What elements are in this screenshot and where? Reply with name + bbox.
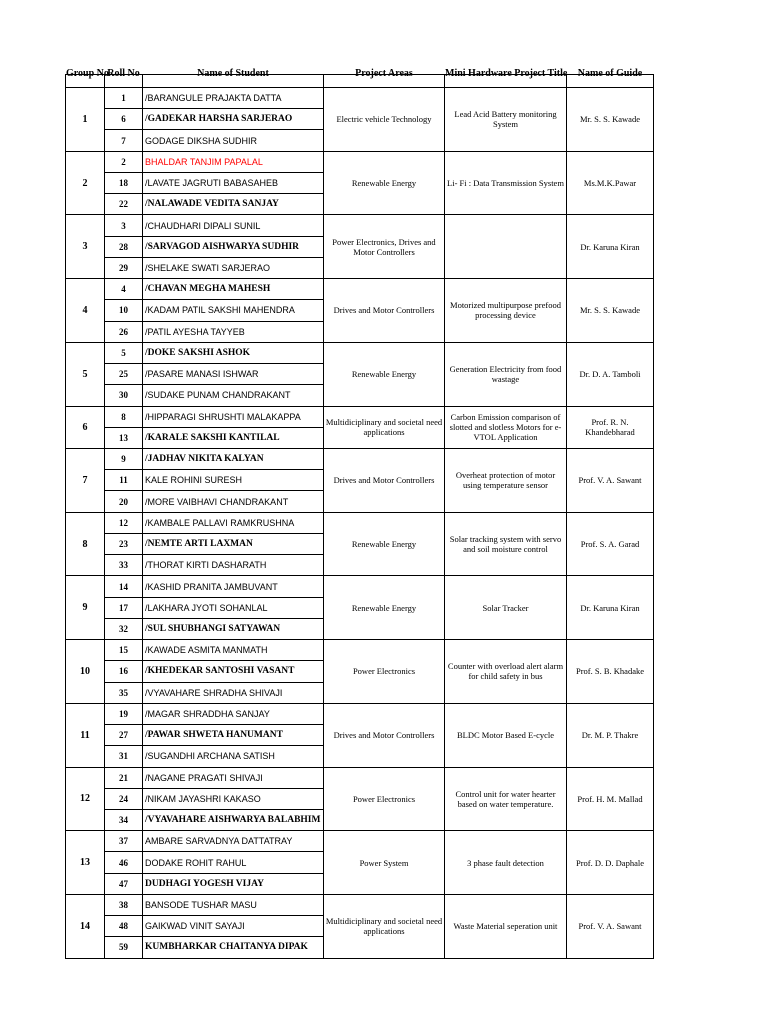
roll-number: 24 bbox=[105, 788, 143, 809]
student-name: /SUL SHUBHANGI SATYAWAN bbox=[143, 618, 324, 639]
roll-number: 47 bbox=[105, 873, 143, 894]
roll-number: 18 bbox=[105, 172, 143, 193]
student-name: KUMBHARKAR CHAITANYA DIPAK bbox=[143, 937, 324, 958]
student-name: /NALAWADE VEDITA SANJAY bbox=[143, 194, 324, 215]
table-row bbox=[66, 151, 654, 172]
roll-number: 48 bbox=[105, 916, 143, 937]
roll-number: 3 bbox=[105, 215, 143, 236]
project-title: Counter with overload alert alarm for child safety in bus bbox=[445, 640, 567, 704]
roll-number: 15 bbox=[105, 640, 143, 661]
project-title: Solar tracking system with servo and soil moisture control bbox=[445, 512, 567, 576]
roll-number: 11 bbox=[105, 470, 143, 491]
roll-number: 19 bbox=[105, 703, 143, 724]
student-name: /THORAT KIRTI DASHARATH bbox=[143, 555, 324, 576]
roll-number: 22 bbox=[105, 194, 143, 215]
roll-number: 14 bbox=[105, 576, 143, 597]
student-name: BANSODE TUSHAR MASU bbox=[143, 894, 324, 915]
table-row bbox=[66, 767, 654, 788]
table-row bbox=[66, 448, 654, 469]
student-name: /CHAUDHARI DIPALI SUNIL bbox=[143, 215, 324, 236]
group-number: 4 bbox=[66, 279, 105, 343]
student-name: GODAGE DIKSHA SUDHIR bbox=[143, 130, 324, 151]
project-title: Control unit for water hearter based on water temperature. bbox=[445, 767, 567, 831]
roll-number: 38 bbox=[105, 894, 143, 915]
project-area: Drives and Motor Controllers bbox=[324, 448, 445, 512]
roll-number: 10 bbox=[105, 300, 143, 321]
roll-number: 9 bbox=[105, 448, 143, 469]
guide-name: Dr. Karuna Kiran bbox=[567, 215, 654, 279]
roll-number: 28 bbox=[105, 236, 143, 257]
roll-number: 17 bbox=[105, 597, 143, 618]
group-number: 8 bbox=[66, 512, 105, 576]
table-row bbox=[66, 279, 654, 300]
header-group-no: Group No bbox=[66, 75, 105, 88]
project-area: Power System bbox=[324, 831, 445, 895]
roll-number: 13 bbox=[105, 427, 143, 448]
guide-name: Prof. D. D. Daphale bbox=[567, 831, 654, 895]
project-title: Waste Material seperation unit bbox=[445, 894, 567, 958]
guide-name: Prof. S. B. Khadake bbox=[567, 640, 654, 704]
guide-name: Dr. Karuna Kiran bbox=[567, 576, 654, 640]
project-area: Power Electronics bbox=[324, 640, 445, 704]
roll-number: 16 bbox=[105, 661, 143, 682]
student-name: /CHAVAN MEGHA MAHESH bbox=[143, 279, 324, 300]
project-area: Renewable Energy bbox=[324, 512, 445, 576]
header-student-name: Name of Student bbox=[143, 75, 324, 88]
project-title: 3 phase fault detection bbox=[445, 831, 567, 895]
guide-name: Prof. H. M. Mallad bbox=[567, 767, 654, 831]
guide-name: Prof. V. A. Sawant bbox=[567, 448, 654, 512]
student-name: /DOKE SAKSHI ASHOK bbox=[143, 342, 324, 363]
student-name: /HIPPARAGI SHRUSHTI MALAKAPPA bbox=[143, 406, 324, 427]
header-guide: Name of Guide bbox=[567, 75, 654, 88]
group-number: 6 bbox=[66, 406, 105, 448]
table-row bbox=[66, 576, 654, 597]
student-name: /PATIL AYESHA TAYYEB bbox=[143, 321, 324, 342]
student-name: BHALDAR TANJIM PAPALAL bbox=[143, 151, 324, 172]
project-area: Power Electronics, Drives and Motor Controllers bbox=[324, 215, 445, 279]
student-name: /GADEKAR HARSHA SARJERAO bbox=[143, 109, 324, 130]
table-row bbox=[66, 88, 654, 109]
student-name: /KAWADE ASMITA MANMATH bbox=[143, 640, 324, 661]
student-name: /JADHAV NIKITA KALYAN bbox=[143, 448, 324, 469]
student-name: /PAWAR SHWETA HANUMANT bbox=[143, 725, 324, 746]
roll-number: 4 bbox=[105, 279, 143, 300]
student-name: /SHELAKE SWATI SARJERAO bbox=[143, 257, 324, 278]
table-row bbox=[66, 894, 654, 915]
header-project-areas: Project Areas bbox=[324, 75, 445, 88]
roll-number: 35 bbox=[105, 682, 143, 703]
roll-number: 5 bbox=[105, 342, 143, 363]
group-number: 3 bbox=[66, 215, 105, 279]
roll-number: 25 bbox=[105, 364, 143, 385]
header-roll-no: Roll No bbox=[105, 75, 143, 88]
group-number: 9 bbox=[66, 576, 105, 640]
roll-number: 34 bbox=[105, 809, 143, 830]
table-row bbox=[66, 406, 654, 427]
table-row bbox=[66, 831, 654, 852]
student-name: /VYAVAHARE AISHWARYA BALABHIM bbox=[143, 809, 324, 830]
guide-name: Prof. S. A. Garad bbox=[567, 512, 654, 576]
student-name: GAIKWAD VINIT SAYAJI bbox=[143, 916, 324, 937]
roll-number: 21 bbox=[105, 767, 143, 788]
student-name: /KADAM PATIL SAKSHI MAHENDRA bbox=[143, 300, 324, 321]
student-name: /MORE VAIBHAVI CHANDRAKANT bbox=[143, 491, 324, 512]
project-title: BLDC Motor Based E-cycle bbox=[445, 703, 567, 767]
header-row bbox=[66, 75, 654, 88]
project-title: Li- Fi : Data Transmission System bbox=[445, 151, 567, 215]
project-title: Overheat protection of motor using temperature sensor bbox=[445, 448, 567, 512]
student-name: /SUGANDHI ARCHANA SATISH bbox=[143, 746, 324, 767]
project-allocation-table bbox=[65, 68, 654, 959]
table-row bbox=[66, 512, 654, 533]
student-name: DODAKE ROHIT RAHUL bbox=[143, 852, 324, 873]
student-name: /SUDAKE PUNAM CHANDRAKANT bbox=[143, 385, 324, 406]
guide-name: Mr. S. S. Kawade bbox=[567, 88, 654, 152]
group-number: 14 bbox=[66, 894, 105, 958]
project-area: Electric vehicle Technology bbox=[324, 88, 445, 152]
roll-number: 1 bbox=[105, 88, 143, 109]
project-title: Lead Acid Battery monitoring System bbox=[445, 88, 567, 152]
group-number: 13 bbox=[66, 831, 105, 895]
student-name: /KARALE SAKSHI KANTILAL bbox=[143, 427, 324, 448]
header-project-title: Mini Hardware Project Title bbox=[445, 75, 567, 88]
roll-number: 37 bbox=[105, 831, 143, 852]
guide-name: Dr. D. A. Tamboli bbox=[567, 342, 654, 406]
group-number: 10 bbox=[66, 640, 105, 704]
table-row bbox=[66, 703, 654, 724]
student-name: /KASHID PRANITA JAMBUVANT bbox=[143, 576, 324, 597]
roll-number: 27 bbox=[105, 725, 143, 746]
roll-number: 12 bbox=[105, 512, 143, 533]
project-title: Generation Electricity from food wastage bbox=[445, 342, 567, 406]
roll-number: 33 bbox=[105, 555, 143, 576]
guide-name: Ms.M.K.Pawar bbox=[567, 151, 654, 215]
student-name: KALE ROHINI SURESH bbox=[143, 470, 324, 491]
student-name: /LAVATE JAGRUTI BABASAHEB bbox=[143, 172, 324, 193]
roll-number: 8 bbox=[105, 406, 143, 427]
group-number: 1 bbox=[66, 88, 105, 152]
project-title bbox=[445, 215, 567, 279]
student-name: /NIKAM JAYASHRI KAKASO bbox=[143, 788, 324, 809]
student-name: /PASARE MANASI ISHWAR bbox=[143, 364, 324, 385]
project-area: Renewable Energy bbox=[324, 342, 445, 406]
student-name: /NAGANE PRAGATI SHIVAJI bbox=[143, 767, 324, 788]
guide-name: Prof. V. A. Sawant bbox=[567, 894, 654, 958]
table-row bbox=[66, 342, 654, 363]
project-area: Multidiciplinary and societal need applications bbox=[324, 406, 445, 448]
student-name: /BARANGULE PRAJAKTA DATTA bbox=[143, 88, 324, 109]
roll-number: 6 bbox=[105, 109, 143, 130]
roll-number: 46 bbox=[105, 852, 143, 873]
student-name: /LAKHARA JYOTI SOHANLAL bbox=[143, 597, 324, 618]
project-area: Renewable Energy bbox=[324, 576, 445, 640]
student-name: /SARVAGOD AISHWARYA SUDHIR bbox=[143, 236, 324, 257]
guide-name: Mr. S. S. Kawade bbox=[567, 279, 654, 343]
project-area: Power Electronics bbox=[324, 767, 445, 831]
project-area: Renewable Energy bbox=[324, 151, 445, 215]
table-row bbox=[66, 640, 654, 661]
roll-number: 32 bbox=[105, 618, 143, 639]
student-name: /MAGAR SHRADDHA SANJAY bbox=[143, 703, 324, 724]
project-title: Motorized multipurpose prefood processing device bbox=[445, 279, 567, 343]
roll-number: 31 bbox=[105, 746, 143, 767]
roll-number: 7 bbox=[105, 130, 143, 151]
table-row bbox=[66, 215, 654, 236]
project-area: Drives and Motor Controllers bbox=[324, 703, 445, 767]
project-title: Carbon Emission comparison of slotted and slotless Motors for e-VTOL Application bbox=[445, 406, 567, 448]
group-number: 11 bbox=[66, 703, 105, 767]
roll-number: 29 bbox=[105, 257, 143, 278]
guide-name: Dr. M. P. Thakre bbox=[567, 703, 654, 767]
roll-number: 59 bbox=[105, 937, 143, 958]
student-name: /KAMBALE PALLAVI RAMKRUSHNA bbox=[143, 512, 324, 533]
project-title: Solar Tracker bbox=[445, 576, 567, 640]
student-name: /KHEDEKAR SANTOSHI VASANT bbox=[143, 661, 324, 682]
roll-number: 2 bbox=[105, 151, 143, 172]
student-name: AMBARE SARVADNYA DATTATRAY bbox=[143, 831, 324, 852]
roll-number: 20 bbox=[105, 491, 143, 512]
student-name: /VYAVAHARE SHRADHA SHIVAJI bbox=[143, 682, 324, 703]
group-number: 12 bbox=[66, 767, 105, 831]
student-name: DUDHAGI YOGESH VIJAY bbox=[143, 873, 324, 894]
roll-number: 30 bbox=[105, 385, 143, 406]
group-number: 2 bbox=[66, 151, 105, 215]
guide-name: Prof. R. N. Khandebharad bbox=[567, 406, 654, 448]
project-area: Drives and Motor Controllers bbox=[324, 279, 445, 343]
roll-number: 26 bbox=[105, 321, 143, 342]
student-name: /NEMTE ARTI LAXMAN bbox=[143, 533, 324, 554]
roll-number: 23 bbox=[105, 533, 143, 554]
group-number: 7 bbox=[66, 448, 105, 512]
group-number: 5 bbox=[66, 342, 105, 406]
project-area: Multidiciplinary and societal need applications bbox=[324, 894, 445, 958]
